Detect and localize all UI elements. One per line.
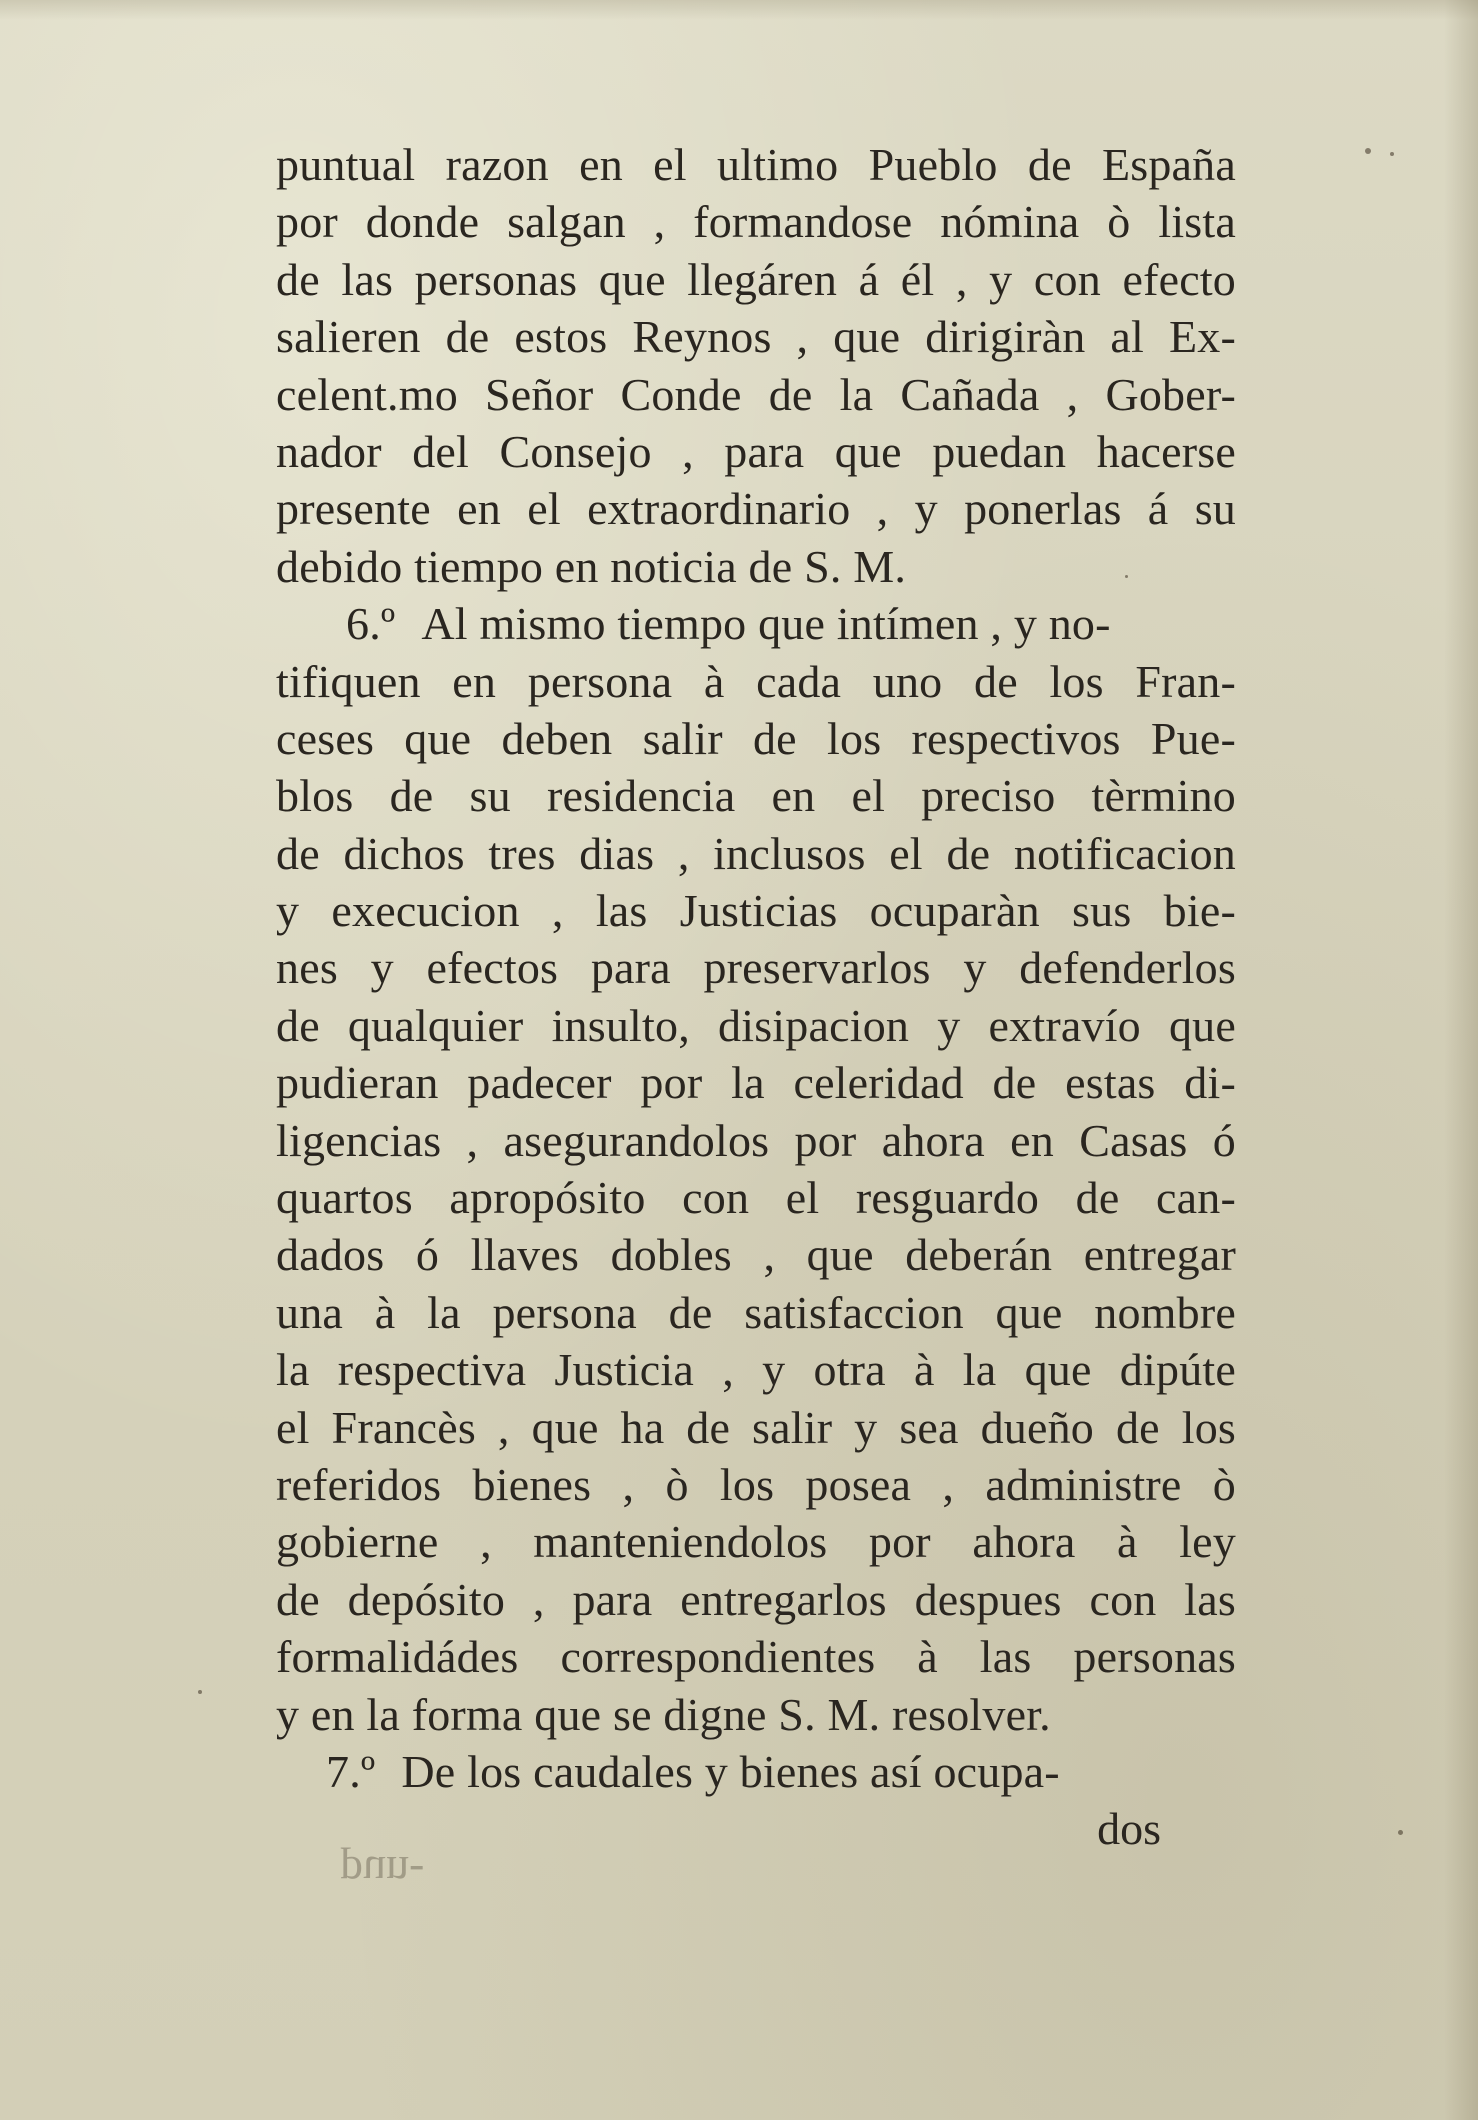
text-line: y en la forma que se digne S. M. resolver. (276, 1688, 1051, 1740)
text-line: de dichos tres dias , inclusos el de notificacion (276, 827, 1236, 879)
text-line: y execucion , las Justicias ocuparàn sus bie- (276, 885, 1236, 937)
text-line: salieren de estos Reynos , que dirigiràn al Ex- (276, 311, 1236, 363)
paragraph-number: 7.º (326, 1745, 376, 1797)
paper-speck (1390, 152, 1394, 156)
paper-speck (1365, 148, 1371, 154)
text-block (276, 136, 1236, 1858)
text-line: de las personas que llegáren á él , y con efecto (276, 253, 1236, 305)
text-line: blos de su residencia en el preciso tèrmino (276, 770, 1236, 822)
text-line: celent.mo Señor Conde de la Cañada , Gober- (276, 368, 1236, 420)
text-line: referidos bienes , ò los posea , administre ò (276, 1458, 1236, 1510)
text-line: debido tiempo en noticia de S. M. (276, 540, 907, 592)
paper-speck (1125, 575, 1128, 578)
text-line: formalidádes correspondientes à las personas (276, 1631, 1236, 1683)
text-line: una à la persona de satisfaccion que nombre (276, 1286, 1236, 1338)
paragraph-7-first-line (276, 1743, 1236, 1800)
catchword: dos (1097, 1803, 1161, 1855)
text-line: por donde salgan , formandose nómina ò lista (276, 196, 1236, 248)
paragraph-text: De los caudales y bienes así ocupa- (401, 1745, 1060, 1797)
text-line: ceses que deben salir de los respectivos Pue- (276, 712, 1236, 764)
text-line: tifiquen en persona à cada uno de los Fran- (276, 655, 1236, 707)
text-line: nador del Consejo , para que puedan hacerse (276, 425, 1236, 477)
text-line: gobierne , manteniendolos por ahora à ley (276, 1516, 1236, 1568)
text-line: dados ó llaves dobles , que deberán entregar (276, 1229, 1236, 1281)
paper-speck (198, 1690, 202, 1694)
text-line: el Francès , que ha de salir y sea dueño de los (276, 1401, 1236, 1453)
text-line: ligencias , asegurandolos por ahora en Casas ó (276, 1114, 1236, 1166)
paper-speck (1398, 1830, 1403, 1835)
text-line: de depósito , para entregarlos despues con las (276, 1573, 1236, 1625)
paragraph-number: 6.º (346, 598, 396, 650)
text-line: la respectiva Justicia , y otra à la que dipúte (276, 1344, 1236, 1396)
text-line: puntual razon en el ultimo Pueblo de España (276, 139, 1236, 190)
text-line: de qualquier insulto, disipacion y extravío que (276, 999, 1236, 1051)
text-line: quartos apropósito con el resguardo de can- (276, 1172, 1236, 1224)
text-line: nes y efectos para preservarlos y defenderlos (276, 942, 1236, 994)
paragraph-text: Al mismo tiempo que intímen , y no- (421, 598, 1111, 650)
bleed-through-text: pun- (340, 1847, 425, 1898)
paragraph-6-first-line (276, 595, 1236, 652)
text-line: pudieran padecer por la celeridad de estas di- (276, 1057, 1236, 1109)
page-right-shadow (1444, 0, 1478, 2120)
page-top-shadow (0, 0, 1478, 20)
text-line: presente en el extraordinario , y ponerlas á su (276, 483, 1236, 535)
